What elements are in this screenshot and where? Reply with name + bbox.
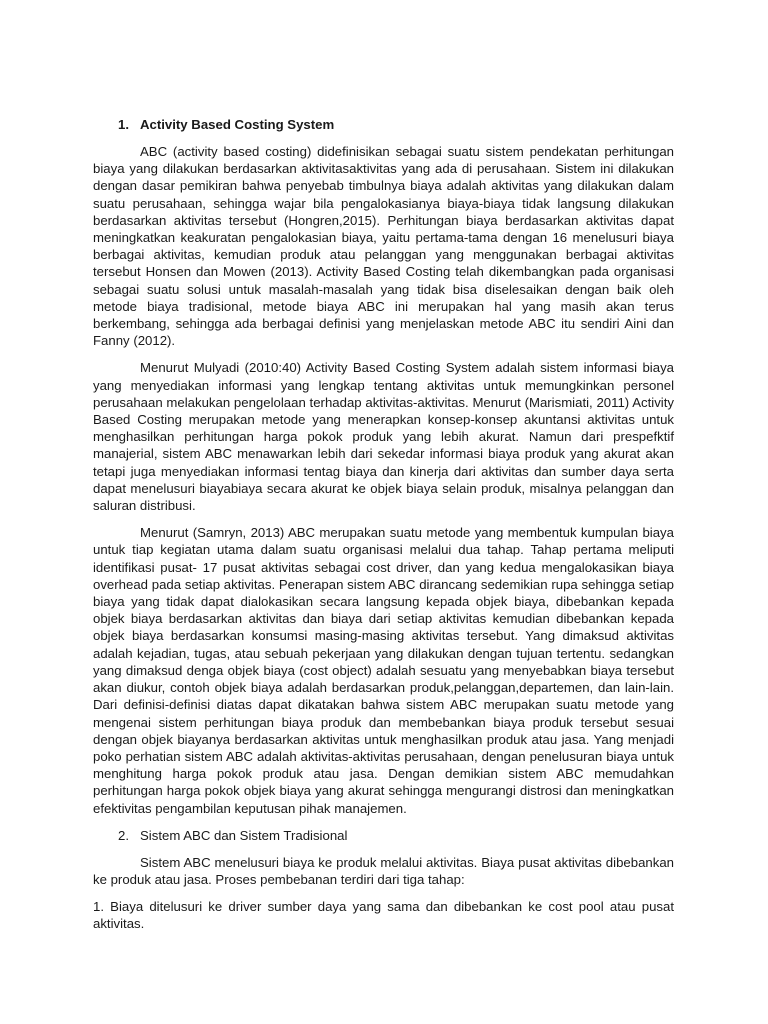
section-title: Sistem ABC dan Sistem Tradisional bbox=[140, 827, 348, 843]
section-number: 2. bbox=[118, 827, 129, 843]
paragraph: ABC (activity based costing) didefinisikan sebagai suatu sistem pendekatan perhitungan biaya yang dilakukan berdasarkan aktivitasaktivitas yang ada di perusahaan. Sistem ini dilakukan dengan dasar pemikiran bahwa penyebab timbulnya biaya adalah aktivitas yang dilakukan dalam suatu perusahaan, sehingga wajar bila pengalokasianya biaya-biaya tidak langsung dilakukan berdasarkan aktivitas tersebut (Hongren,2015). Perhitungan biaya berdasarkan aktivitas dapat meningkatkan keakuratan pengalokasian biaya, yaitu pertama-tama dengan 16 menelusuri biaya berbagai aktivitas, kemudian produk atau pelanggan yang menggunakan berbagai aktivitas tersebut Honsen dan Mowen (2013). Activity Based Costing telah dikembangkan pada organisasi sebagai suatu solusi untuk masalah-masalah yang tidak bisa diselesaikan dengan baik oleh metode biaya tradisional, metode biaya ABC ini merupakan hal yang masih akan terus berkembang, sehingga ada berbagai definisi yang menjelaskan metode ABC itu sendiri Aini dan Fanny (2012). bbox=[93, 144, 674, 349]
list-paragraph: 1. Biaya ditelusuri ke driver sumber daya yang sama dan dibebankan ke cost pool atau pusat aktivitas. bbox=[93, 899, 674, 932]
section-number: 1. bbox=[118, 117, 129, 132]
paragraph: Menurut (Samryn, 2013) ABC merupakan suatu metode yang membentuk kumpulan biaya untuk tiap kegiatan utama dalam suatu organisasi melalui dua tahap. Tahap pertama meliputi identifikasi pusat- 17 pusat aktivitas sebagai cost driver, dan yang kedua mengalokasikan biaya overhead pada setiap aktivitas. Penerapan sistem ABC dirancang sedemikian rupa sehingga setiap biaya yang tidak dapat dialokasikan secara langsung kepada objek biaya, dibebankan kepada objek biaya berdasarkan aktivitas dan biaya dari setiap aktivitas kemudian dibebankan kepada objek biaya berdasarkan konsumsi masing-masing aktivitas tersebut. Yang dimaksud aktivitas adalah kejadian, tugas, atau sebuah pekerjaan yang dilakukan dengan tujuan tertentu. sedangkan yang dimaksud denga objek biaya (cost object) adalah sesuatu yang menyebabkan biaya tersebut akan diukur, contoh objek biaya adalah berdasarkan produk,pelanggan,departemen, dan lain-lain. Dari definisi-definisi diatas dapat dikatakan bahwa sistem ABC merupakan suatu metode yang mengenai sistem perhitungan biaya produk dan membebankan biaya produk tersebut sesuai dengan objek biayanya berdasarkan aktivitas untuk menghasilkan produk atau jasa. Yang menjadi poko perhatian sistem ABC adalah aktivitas-aktivitas perusahaan, dengan penelusuran biaya untuk menghitung harga pokok produk atau jasa. Dengan demikian sistem ABC memudahkan perhitungan harga pokok objek biaya yang akurat sehingga mengurangi distrosi dan meningkatkan efektivitas pengambilan keputusan pihak manajemen. bbox=[93, 525, 674, 816]
section-heading bbox=[93, 116, 674, 134]
section-heading bbox=[93, 827, 674, 845]
paragraph: Sistem ABC menelusuri biaya ke produk melalui aktivitas. Biaya pusat aktivitas dibebankan ke produk atau jasa. Proses pembebanan terdiri dari tiga tahap: bbox=[93, 854, 674, 887]
section-title: Activity Based Costing System bbox=[140, 117, 335, 132]
paragraph: Menurut Mulyadi (2010:40) Activity Based Costing System adalah sistem informasi biaya yang menyediakan informasi yang lengkap tentang aktivitas untuk memungkinkan personel perusahaan melakukan pengelolaan terhadap aktivitas-aktivitas. Menurut (Marismiati, 2011) Activity Based Costing merupakan metode yang menerapkan konsep-konsep akuntansi aktivitas untuk menghasilkan perhitungan harga pokok produk yang lebih akurat. Namun dari prespefktif manajerial, sistem ABC menawarkan lebih dari sekedar informasi biaya produk yang akurat akan tetapi juga menyediakan informasi tentag biaya dan kinerja dari aktivitas dan sumber daya serta dapat menelusuri biayabiaya secara akurat ke objek biaya selain produk, misalnya pelanggan dan saluran distribusi. bbox=[93, 360, 674, 514]
